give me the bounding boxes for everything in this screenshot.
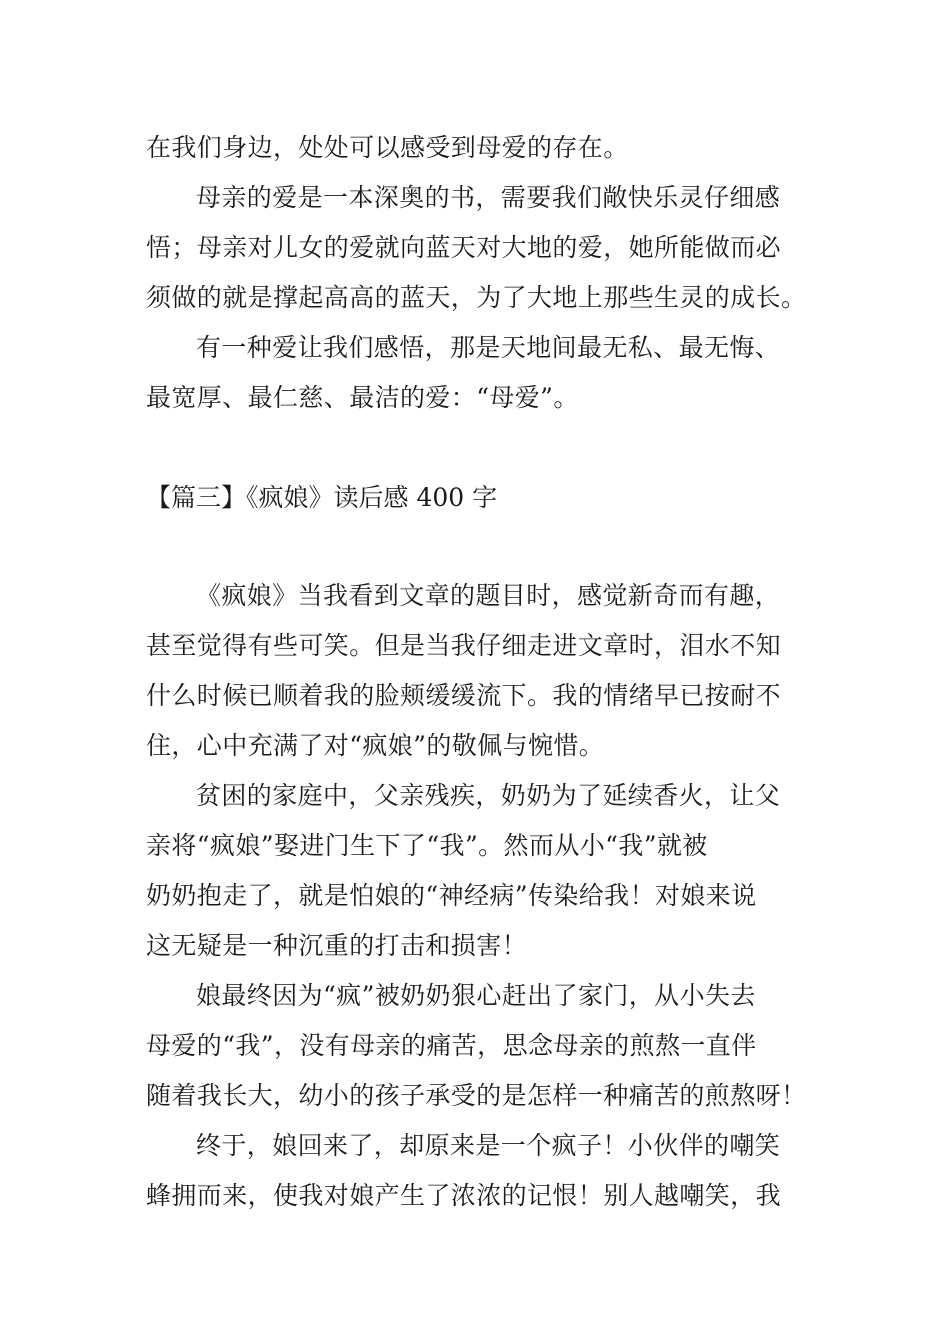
paragraph-line: 亲将“疯娘”娶进门生下了“我”。然而从小“我”就被 <box>146 831 708 860</box>
paragraph-line: 随着我长大，幼小的孩子承受的是怎样一种痛苦的煎熬呀！ <box>146 1081 806 1110</box>
paragraph-line: 甚至觉得有些可笑。但是当我仔细走进文章时，泪水不知 <box>146 631 782 660</box>
paragraph-line: 贫困的家庭中，父亲残疾，奶奶为了延续香火，让父 <box>196 781 781 810</box>
paragraph-line: 在我们身边，处处可以感受到母爱的存在。 <box>146 133 629 162</box>
paragraph-line: 有一种爱让我们感悟，那是天地间最无私、最无悔、 <box>196 333 781 362</box>
section-heading: 【篇三】《疯娘》读后感 400 字 <box>146 483 498 512</box>
paragraph-line: 住，心中充满了对“疯娘”的敬佩与惋惜。 <box>146 731 605 760</box>
paragraph-line: 须做的就是撑起高高的蓝天，为了大地上那些生灵的成长。 <box>146 283 806 312</box>
paragraph-line: 母亲的爱是一本深奥的书，需要我们敞快乐灵仔细感 <box>196 183 781 212</box>
paragraph-line: 母爱的“我”，没有母亲的痛苦，思念母亲的煎熬一直伴 <box>146 1031 757 1060</box>
paragraph-line: 《疯娘》当我看到文章的题目时，感觉新奇而有趣， <box>196 581 781 610</box>
paragraph-line: 悟；母亲对儿女的爱就向蓝天对大地的爱，她所能做而必 <box>146 233 782 262</box>
paragraph-line: 蜂拥而来，使我对娘产生了浓浓的记恨！别人越嘲笑，我 <box>146 1181 782 1210</box>
paragraph-line: 最宽厚、最仁慈、最洁的爱：“母爱”。 <box>146 383 579 412</box>
paragraph-line: 这无疑是一种沉重的打击和损害！ <box>146 931 528 960</box>
paragraph-line: 什么时候已顺着我的脸颊缓缓流下。我的情绪早已按耐不 <box>146 681 782 710</box>
paragraph-line: 终于，娘回来了，却原来是一个疯子！小伙伴的嘲笑 <box>196 1131 781 1160</box>
paragraph-line: 娘最终因为“疯”被奶奶狠心赶出了家门，从小失去 <box>196 981 756 1010</box>
paragraph-line: 奶奶抱走了，就是怕娘的“神经病”传染给我！对娘来说 <box>146 881 757 910</box>
